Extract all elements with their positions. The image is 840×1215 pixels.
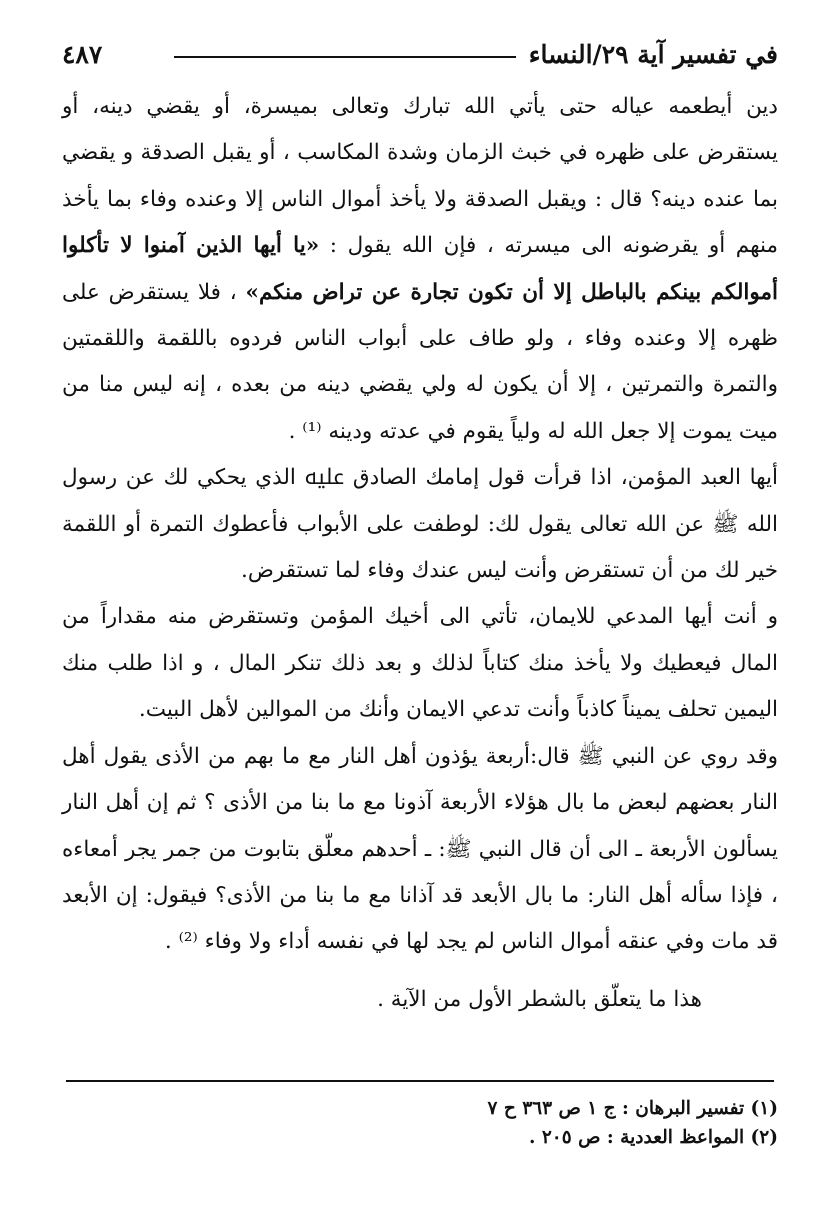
- paragraph-3: و أنت أيها المدعي للايمان، تأتي الى أخيك المؤمن وتستقرض منه مقداراً من المال فيعطيك ولا يأخذ منك كتاباً لذلك و بعد ذلك تنكر المال ، و اذا طلب منك اليمين تحلف يميناً كاذباً وأنت تدعي الايمان وأنك من الموالين لأهل البيت.: [62, 604, 778, 723]
- paragraph-1-before: دين أيطعمه عياله حتى يأتي الله تبارك وتعالى بميسرة، أو يقضي دينه، أو يستقرض على ظهره في خبث الزمان وشدة المكاسب ، أو يقبل الصدقة و يقضي بما عنده دينه؟ قال : ويقبل الصدقة ولا يأخذ أموال الناس إلا وعنده وفاء بما يأخذ منهم أو يقرضونه الى ميسرته ، فإن الله يقول :: [62, 94, 779, 259]
- paragraph-2: أيها العبد المؤمن، اذا قرأت قول إمامك الصادق ﷷ الذي يحكي لك عن رسول الله ﷺ عن الله تعالى يقول لك: لوطفت على الأبواب فأعطوك التمرة أو اللقمة خير لك من أن تستقرض وأنت ليس عندك وفاء لما تستقرض.: [62, 465, 778, 584]
- closing-line: هذا ما يتعلّق بالشطر الأول من الآية .: [377, 986, 702, 1012]
- footnotes: [62, 1094, 778, 1152]
- header-rule: [174, 56, 516, 58]
- paragraph-1: [62, 84, 778, 455]
- footnote-2: (٢) المواعظ العددية : ص ٢٠٥ .: [528, 1127, 778, 1148]
- paragraph-1-after: ، فلا يستقرض على ظهره إلا وعنده وفاء ، ولو طاف على أبواب الناس فردوه باللقمة واللقمتين والتمرة والتمرتين ، إلا أن يكون له ولي يقضي دينه من بعده ، إنه ليس منا من ميت يموت إلا جعل الله له ولياً يقوم في عدته ودينه ⁽¹⁾ .: [62, 279, 778, 444]
- paragraph-4: وقد روي عن النبي ﷺ قال:أربعة يؤذون أهل النار مع ما بهم من الأذى يقول أهل النار بعضهم لبعض ما بال هؤلاء الأربعة آذونا مع ما بنا من الأذى ؟ ثم إن أهل النار يسألون الأربعة ـ الى أن قال النبي ﷺ: ـ أحدهم معلّق بتابوت من جمر يجر أمعاءه ، فإذا سأله أهل النار: ما بال الأبعد قد آذانا مع ما بنا من الأذى؟ فيقول: إن الأبعد قد مات وفي عنقه أموال الناس لم يجد لها في نفسه أداء ولا وفاء ⁽²⁾ .: [62, 743, 778, 955]
- footnote-1: (١) تفسير البرهان : ج ١ ص ٣٦٣ ح ٧: [487, 1098, 778, 1119]
- running-title: في تفسير آية ٢٩/النساء: [528, 40, 778, 69]
- page-body: [62, 84, 778, 1020]
- page-header: [62, 36, 778, 76]
- footnote-rule: [66, 1080, 774, 1082]
- quran-quote: «يا أيها الذين آمنوا لا تأكلوا أموالكم بينكم بالباطل إلا أن تكون تجارة عن تراض منكم»: [62, 233, 778, 305]
- page-number: ٤٨٧: [62, 40, 103, 69]
